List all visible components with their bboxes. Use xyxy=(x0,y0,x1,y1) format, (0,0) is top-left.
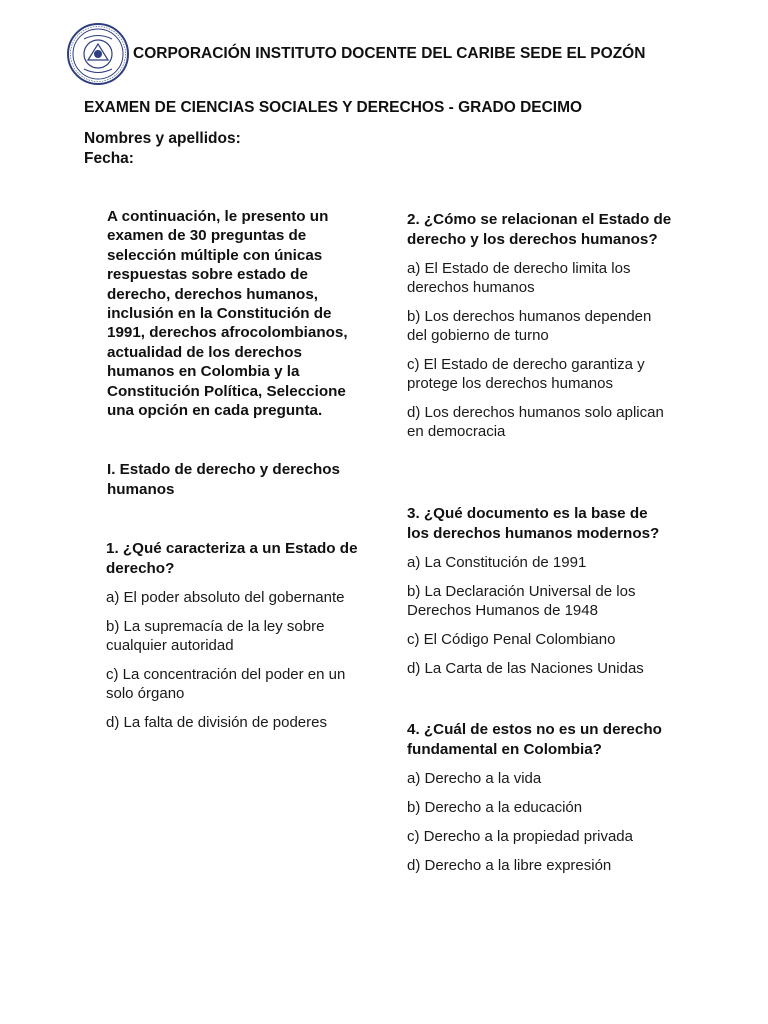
option-d: d) Los derechos humanos solo aplican en democracia xyxy=(407,404,664,440)
question-text: 2. ¿Cómo se relacionan el Estado de derecho y los derechos humanos? xyxy=(407,211,672,248)
exam-instructions: A continuación, le presento un examen de 30 preguntas de selección múltiple con únicas respuestas sobre estado de derecho, derechos humanos, inclusión en la Constitución de 1991, derechos afrocolombianos, actualidad de los derechos humanos en Colombia y la Constitución Política, Seleccione una opción en cada pregunta. xyxy=(107,208,348,420)
option-d: d) Derecho a la libre expresión xyxy=(407,857,612,874)
question-text: 3. ¿Qué documento es la base de los derechos humanos modernos? xyxy=(407,505,660,542)
option-d: d) La falta de división de poderes xyxy=(106,714,327,731)
option-c: c) La concentración del poder en un solo órgano xyxy=(106,666,346,702)
option-d: d) La Carta de las Naciones Unidas xyxy=(407,660,644,677)
section-title: I. Estado de derecho y derechos humanos xyxy=(107,461,340,498)
institution-seal-icon xyxy=(66,22,130,86)
question-1 xyxy=(106,539,376,742)
option-a: a) El poder absoluto del gobernante xyxy=(106,589,345,606)
question-text: 1. ¿Qué caracteriza a un Estado de derecho? xyxy=(106,540,358,577)
name-label: Nombres y apellidos: xyxy=(84,130,241,147)
option-b: b) Derecho a la educación xyxy=(407,799,583,816)
option-a: a) El Estado de derecho limita los derechos humanos xyxy=(407,260,631,296)
question-2 xyxy=(407,210,672,451)
institution-name: CORPORACIÓN INSTITUTO DOCENTE DEL CARIBE SEDE EL POZÓN xyxy=(133,45,646,62)
question-text: 4. ¿Cuál de estos no es un derecho fundamental en Colombia? xyxy=(407,721,662,758)
option-b: b) La supremacía de la ley sobre cualquier autoridad xyxy=(106,618,325,654)
question-4 xyxy=(407,720,672,885)
question-3 xyxy=(407,504,672,688)
date-label: Fecha: xyxy=(84,150,134,167)
option-a: a) La Constitución de 1991 xyxy=(407,554,587,571)
option-c: c) Derecho a la propiedad privada xyxy=(407,828,633,845)
option-b: b) La Declaración Universal de los Derechos Humanos de 1948 xyxy=(407,583,636,619)
exam-title: EXAMEN DE CIENCIAS SOCIALES Y DERECHOS - GRADO DECIMO xyxy=(84,99,583,116)
option-b: b) Los derechos humanos dependen del gobierno de turno xyxy=(407,308,652,344)
option-c: c) El Estado de derecho garantiza y protege los derechos humanos xyxy=(407,356,645,392)
option-a: a) Derecho a la vida xyxy=(407,770,542,787)
option-c: c) El Código Penal Colombiano xyxy=(407,631,616,648)
